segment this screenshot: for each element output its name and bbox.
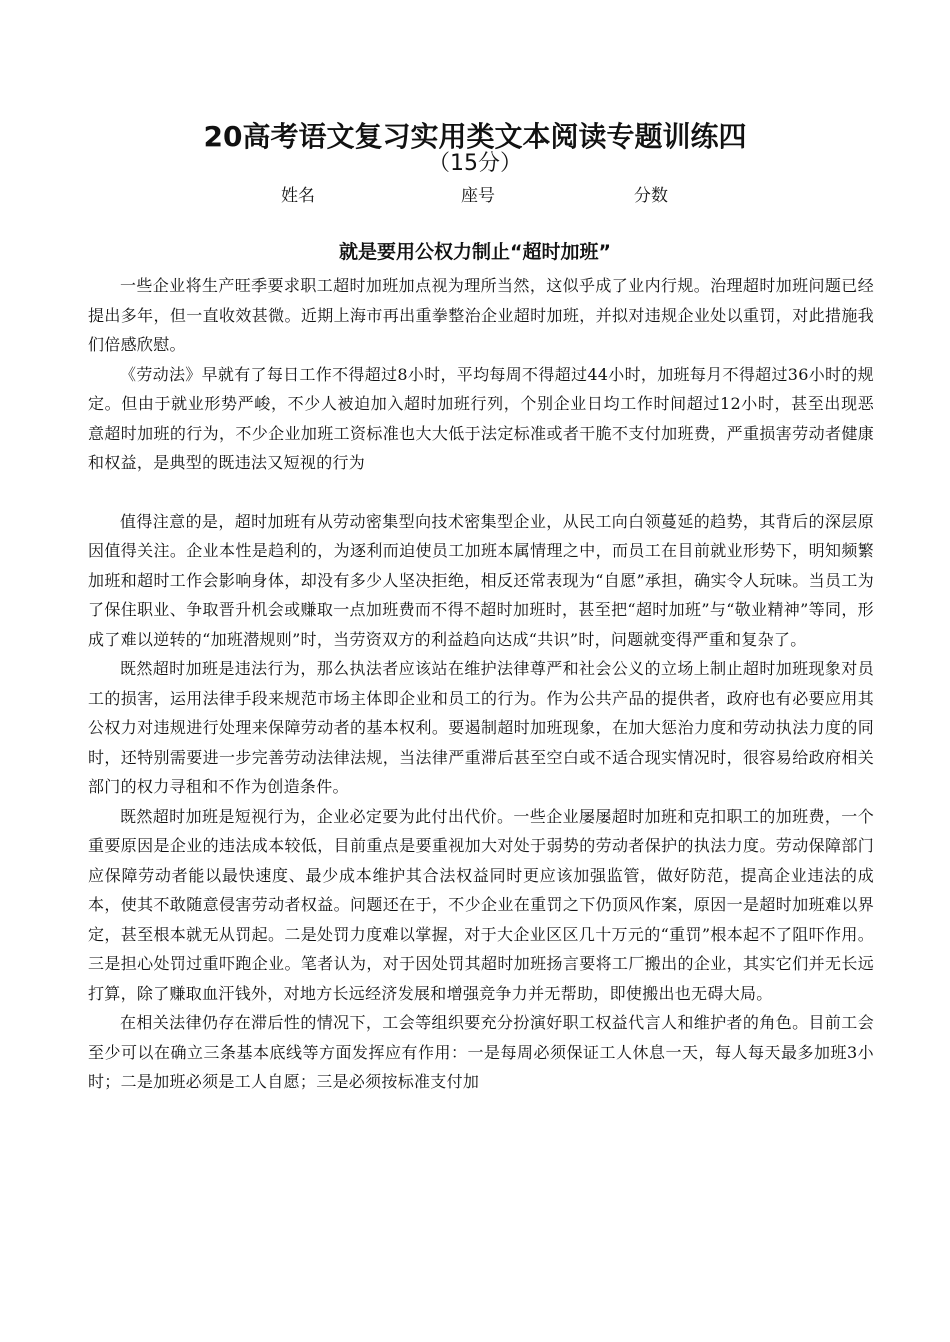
name-field-label: 姓名	[281, 186, 315, 206]
paragraph: 一些企业将生产旺季要求职工超时加班加点视为理所当然，这似乎成了业内行规。治理超时加班问题已经提出多年，但一直收效甚微。近期上海市再出重拳整治企业超时加班，并拟对违规企业处以重罚，对此措施我们倍感欣慰。	[88, 276, 874, 354]
paragraph: 《劳动法》早就有了每日工作不得超过8小时，平均每周不得超过44小时，加班每月不得超过36小时的规定。但由于就业形势严峻，不少人被迫加入超时加班行列，个别企业日均工作时间超过12小时，甚至出现恶意超时加班的行为，不少企业加班工资标准也大大低于法定标准或者干脆不支付加班费，严重损害劳动者健康和权益，是典型的既违法又短视的行为	[88, 364, 874, 472]
paragraph: 值得注意的是，超时加班有从劳动密集型向技术密集型企业，从民工向白领蔓延的趋势，其背后的深层原因值得关注。企业本性是趋利的，为逐利而迫使员工加班本属情理之中，而员工在目前就业形势下，明知频繁加班和超时工作会影响身体，却没有多少人坚决拒绝，相反还常表现为“自愿”承担，确实令人玩味。当员工为了保住职业、争取晋升机会或赚取一点加班费而不得不超时加班时，甚至把“超时加班”与“敬业精神”等同，形成了难以逆转的“加班潜规则”时，当劳资双方的利益趋向达成“共识”时，问题就变得严重和复杂了。	[88, 511, 874, 649]
score-note: （15分）	[428, 151, 522, 176]
paragraph: 在相关法律仍存在滞后性的情况下，工会等组织要充分扮演好职工权益代言人和维护者的角色。目前工会至少可以在确立三条基本底线等方面发挥应有作用：一是每周必须保证工人休息一天，每人每天最多加班3小时；二是加班必须是工人自愿；三是必须按标准支付加	[88, 1013, 874, 1091]
score-field-label: 分数	[634, 186, 668, 206]
document-title: 20高考语文复习实用类文本阅读专题训练四	[203, 120, 747, 153]
article-title: 就是要用公权力制止“超时加班”	[339, 241, 611, 263]
paragraph: 既然超时加班是短视行为，企业必定要为此付出代价。一些企业屡屡超时加班和克扣职工的加班费，一个重要原因是企业的违法成本较低，目前重点是要重视加大对处于弱势的劳动者保护的执法力度。劳动保障部门应保障劳动者能以最快速度、最少成本维护其合法权益同时更应该加强监管，做好防范，提高企业违法的成本，使其不敢随意侵害劳动者权益。问题还在于，不少企业在重罚之下仍顶风作案，原因一是超时加班难以界定，甚至根本就无从罚起。二是处罚力度难以掌握，对于大企业区区几十万元的“重罚”根本起不了阻吓作用。三是担心处罚过重吓跑企业。笔者认为，对于因处罚其超时加班扬言要将工厂搬出的企业，其实它们并无长远打算，除了赚取血汗钱外，对地方长远经济发展和增强竞争力并无帮助，即使搬出也无碍大局。	[88, 806, 874, 1003]
seat-number-field-label: 座号	[461, 186, 495, 206]
paragraph: 既然超时加班是违法行为，那么执法者应该站在维护法律尊严和社会公义的立场上制止超时加班现象对员工的损害，运用法律手段来规范市场主体即企业和员工的行为。作为公共产品的提供者，政府也有必要应用其公权力对违规进行处理来保障劳动者的基本权利。要遏制超时加班现象，在加大惩治力度和劳动执法力度的同时，还特别需要进一步完善劳动法律法规，当法律严重滞后甚至空白或不适合现实情况时，很容易给政府相关部门的权力寻租和不作为创造条件。	[88, 659, 874, 796]
article-body	[88, 271, 874, 1097]
